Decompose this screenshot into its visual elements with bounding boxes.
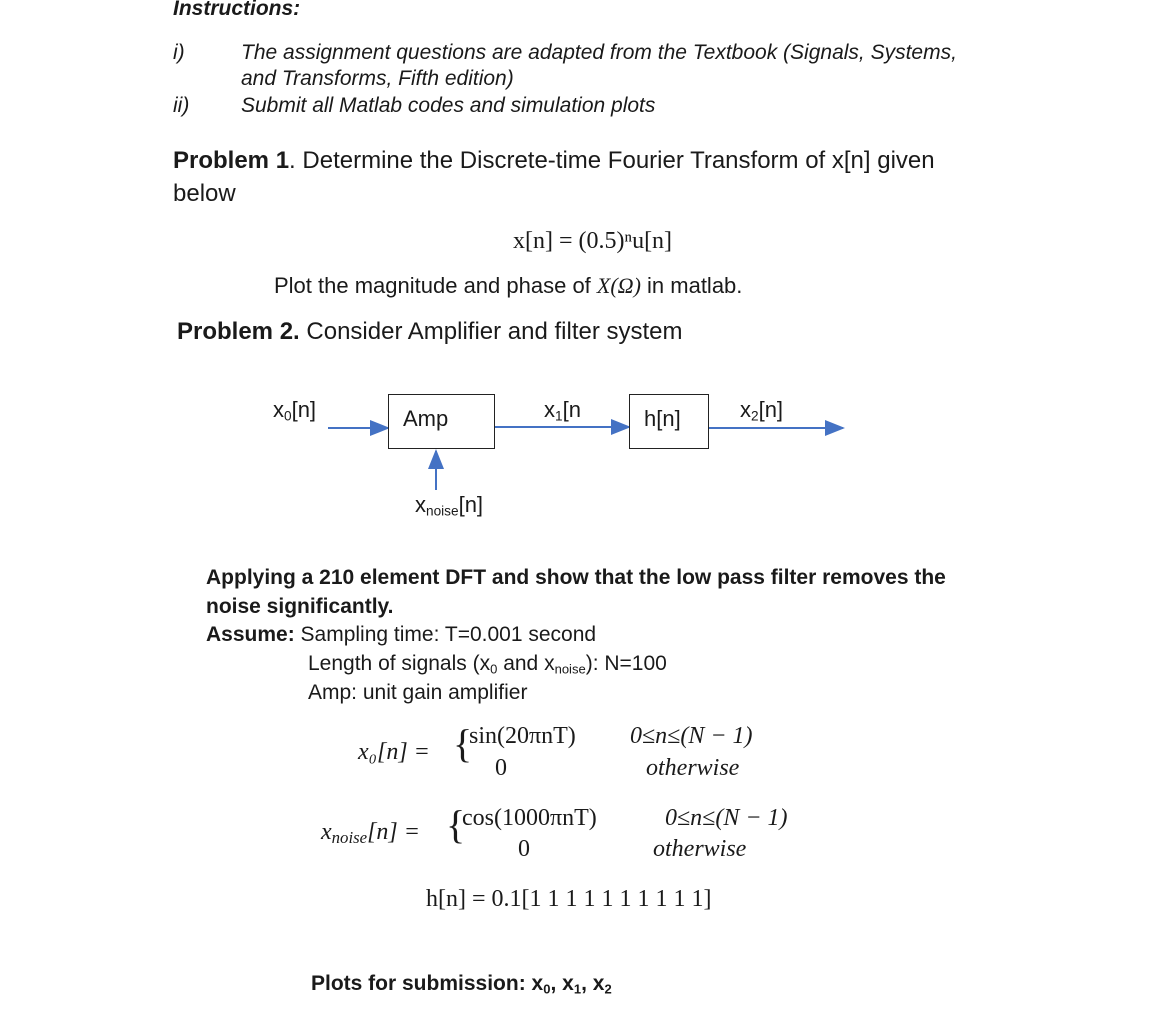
- eq-x0-otherwise: otherwise: [646, 755, 740, 781]
- instruction-number-2: ii): [173, 94, 190, 117]
- amp-line: Amp: unit gain amplifier: [308, 681, 528, 704]
- problem2-label: Problem 2.: [177, 318, 300, 345]
- plots-for-submission: Plots for submission: $x_0$, $x_1$, $x_2$: [311, 972, 612, 997]
- eq-xnoise-otherwise: otherwise: [653, 836, 747, 862]
- instructions-heading: Instructions:: [173, 0, 301, 20]
- filter-block-label: h[n]: [644, 406, 681, 431]
- assume-line: Assume: Sampling time: T=0.001 second: [206, 623, 597, 646]
- amp-block-label: Amp: [403, 406, 449, 431]
- eq-xnoise-bottom: 0: [518, 836, 530, 862]
- eq-x0-condition: 0≤n≤(N − 1): [630, 723, 753, 749]
- eq-x0-brace: {: [453, 721, 473, 766]
- assume-label: Assume:: [206, 623, 295, 646]
- eq-xnoise-lhs: $x_{noise}[n]$ =: [321, 819, 420, 848]
- problem1-equation: x[n] = (0.5)ⁿu[n]: [513, 228, 673, 254]
- filter-block: [629, 394, 709, 449]
- length-line: Length of signals ($x_0$ and $x_{noise}$): N=100: [308, 652, 667, 677]
- problem1-text: Problem 1. Determine the Discrete-time Fourier Transform of x[n] given: [173, 147, 935, 174]
- diagram-output-label: $x_2[n]$: [740, 397, 784, 424]
- eq-xnoise-brace: {: [446, 802, 466, 847]
- diagram-noise-label: $x_{noise}[n]$: [415, 492, 484, 519]
- eq-h: h[n] = 0.1[1 1 1 1 1 1 1 1 1 1]: [426, 886, 712, 912]
- eq-x0-top: sin(20πnT): [469, 723, 576, 749]
- diagram-mid-label: $x_1[n$: [544, 397, 581, 424]
- eq-x0-lhs: x₀[n] =: [358, 739, 430, 765]
- instruction-text-2: Submit all Matlab codes and simulation plots: [241, 94, 656, 117]
- eq-xnoise-condition: 0≤n≤(N − 1): [665, 805, 788, 831]
- instruction-text-1: The assignment questions are adapted from the Textbook (Signals, Systems, and Transforms, Fifth edition): [241, 41, 957, 90]
- applying-line2: noise significantly.: [206, 595, 394, 618]
- instruction-number-1: i): [173, 41, 185, 64]
- amp-block: [388, 394, 495, 449]
- diagram-input-label: $x_0[n]$: [273, 397, 317, 424]
- applying-line1: Applying a 210 element DFT and show that the low pass filter removes the: [206, 566, 946, 589]
- problem2-text: Problem 2. Consider Amplifier and filter system: [177, 318, 683, 345]
- eq-xnoise-top: cos(1000πnT): [462, 805, 597, 831]
- problem1-label: Problem 1: [173, 147, 290, 174]
- problem1-text-line2: below: [173, 180, 236, 207]
- problem1-plot-instruction: Plot the magnitude and phase of X(Ω) in matlab.: [274, 273, 743, 298]
- eq-x0-bottom: 0: [495, 755, 507, 781]
